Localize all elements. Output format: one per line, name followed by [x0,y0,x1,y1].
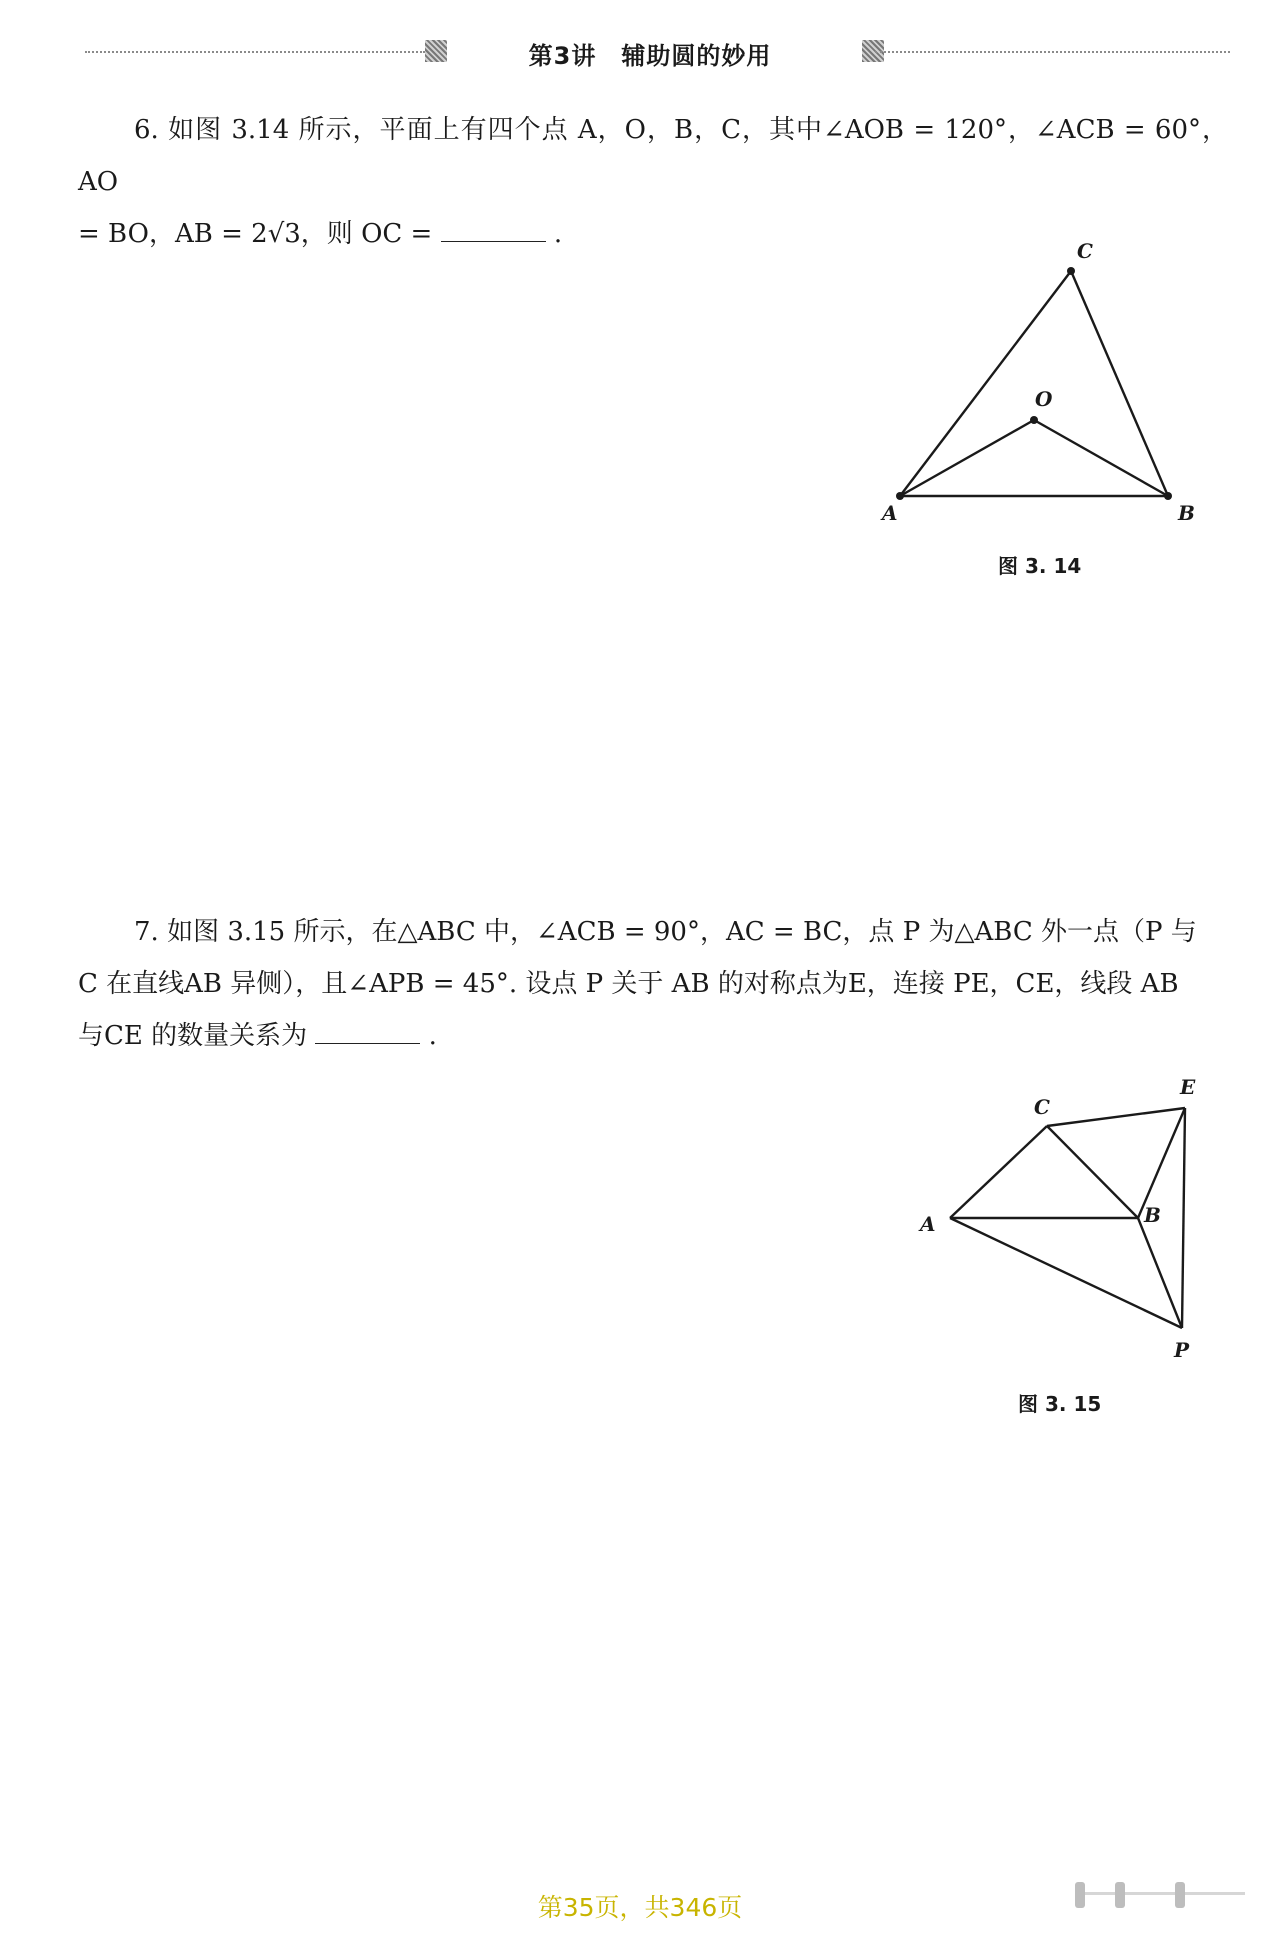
page-indicator: 第35页，共346页 [537,1893,743,1922]
segment-AC [950,1126,1047,1218]
scroll-track [1085,1892,1245,1895]
label-O: O [1035,387,1053,411]
chapter-title: 第3讲 辅助圆的妙用 [528,42,772,70]
label-C: C [1077,239,1093,263]
label-A: A [920,1212,936,1236]
figure-3-15 [900,1070,1220,1370]
segment-BE [1138,1108,1185,1218]
point-C [1067,267,1075,275]
problem-7 [78,906,1228,1062]
label-B: B [1144,1203,1161,1227]
header-ornament-left [425,40,447,62]
label-P: P [1174,1338,1190,1362]
figure-3-14-caption: 图 3. 14 [998,554,1082,578]
problem-6-line-2-end: . [553,219,563,249]
point-B [1164,492,1172,500]
scroll-marker [1075,1882,1085,1908]
segment-BO [1034,420,1168,496]
problem-6-line-1: 6. 如图 3.14 所示，平面上有四个点 A，O，B，C，其中∠AOB = 120°，∠ACB = 60°，AO [78,115,1228,197]
problem-7-line-3-text: 与CE 的数量关系为 [78,1021,308,1051]
figure-3-14 [870,230,1210,530]
answer-blank [441,219,546,242]
point-A [896,492,904,500]
page-scroll-indicator[interactable] [1075,1880,1250,1910]
header-rule-right [875,51,1230,53]
problem-7-line-1: 7. 如图 3.15 所示，在△ABC 中，∠ACB = 90°，AC = BC，点 P 为△ABC 外一点（P 与 [134,917,1197,947]
scroll-marker [1115,1882,1125,1908]
problem-7-line-2: C 在直线AB 异侧），且∠APB = 45°. 设点 P 关于 AB 的对称点为E，连接 PE，CE，线段 AB [78,969,1179,999]
problem-7-line-3 [78,1010,1228,1062]
segment-AC [900,271,1071,496]
segment-AO [900,420,1034,496]
problem-7-line-3-end: . [428,1021,437,1051]
label-E: E [1180,1075,1196,1099]
header-rule-left [85,51,425,53]
label-C: C [1034,1095,1050,1119]
scroll-marker [1175,1882,1185,1908]
label-B: B [1178,501,1195,525]
problem-6-line-2-text: = BO，AB = 2√3，则 OC = [78,219,433,249]
point-O [1030,416,1038,424]
segment-CE [1047,1108,1185,1126]
segment-AP [950,1218,1182,1328]
segment-BC [1071,271,1168,496]
answer-blank [315,1021,420,1044]
page-header [0,32,1280,72]
label-A: A [882,501,898,525]
segment-EP [1182,1108,1185,1328]
segment-CB [1047,1126,1138,1218]
figure-3-15-caption: 图 3. 15 [1018,1392,1102,1416]
